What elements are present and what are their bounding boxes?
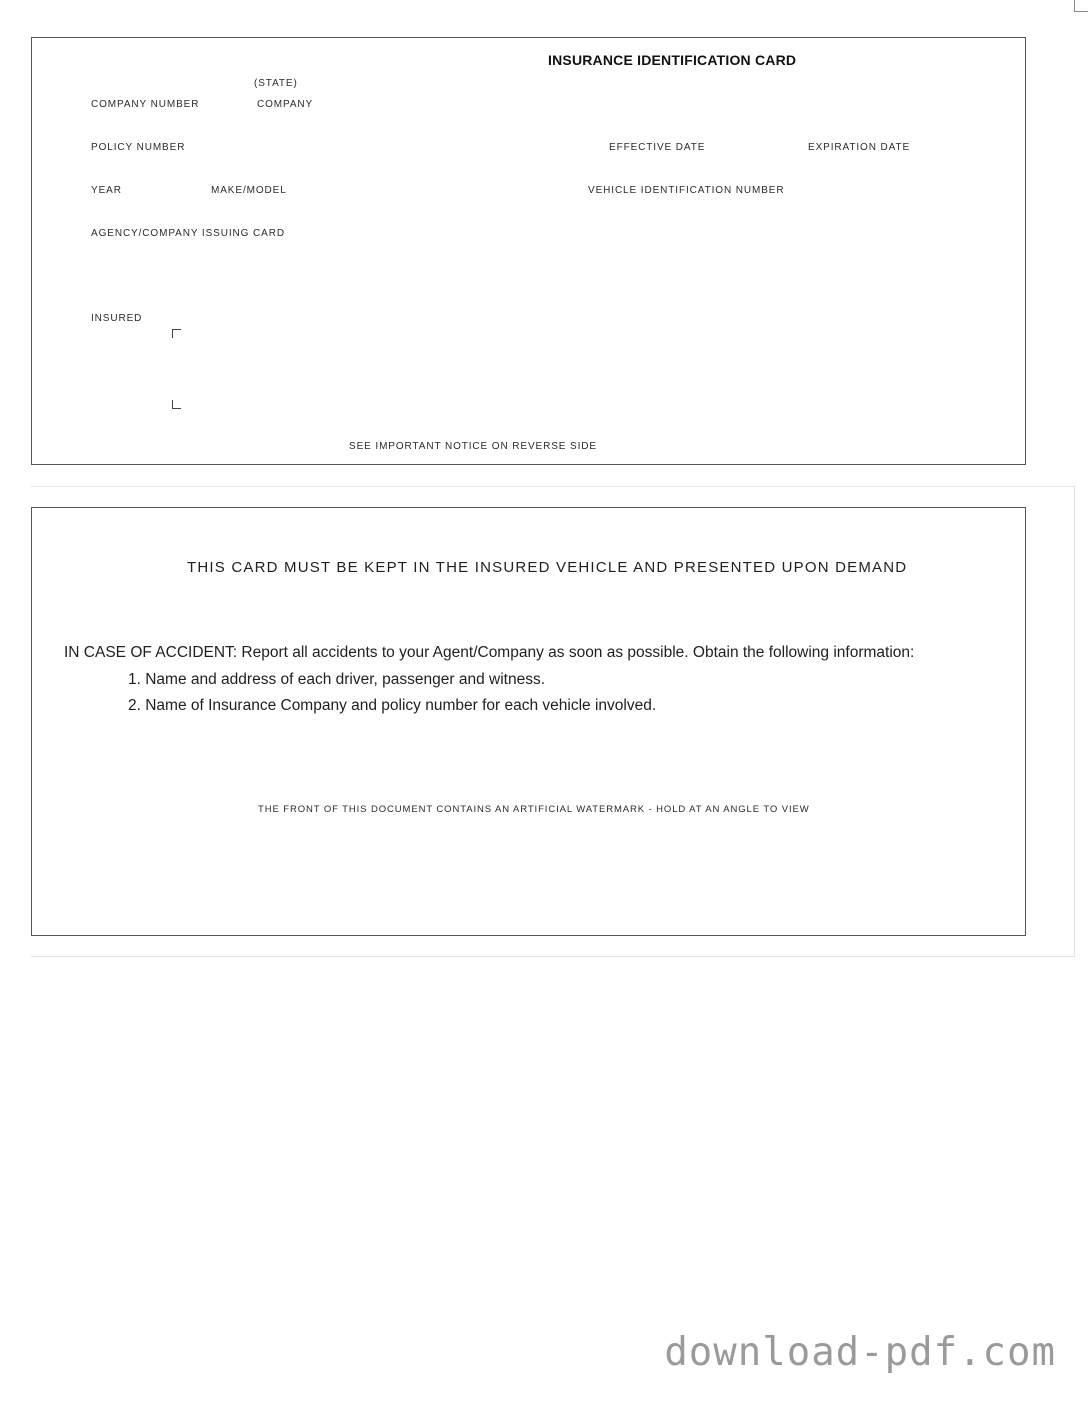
expiration-date-label: EXPIRATION DATE [808, 142, 911, 153]
watermark-notice: THE FRONT OF THIS DOCUMENT CONTAINS AN ARTIFICIAL WATERMARK - HOLD AT AN ANGLE TO VIEW [258, 804, 810, 815]
instruction-item: 2. Name of Insurance Company and policy number for each vehicle involved. [128, 697, 657, 714]
effective-date-label: EFFECTIVE DATE [609, 142, 706, 153]
insured-label: INSURED [91, 313, 143, 324]
site-watermark: download-pdf.com [664, 1330, 1056, 1375]
page-corner-mark [1074, 0, 1088, 12]
cut-line-top [31, 486, 1075, 487]
address-window-bottom-corner [172, 400, 181, 409]
state-label: (STATE) [254, 78, 298, 89]
address-window-top-corner [172, 329, 181, 338]
agency-label: AGENCY/COMPANY ISSUING CARD [91, 228, 285, 239]
accident-instructions: IN CASE OF ACCIDENT: Report all accidents to your Agent/Company as soon as possible. Obtain the following information: [64, 644, 915, 661]
reverse-notice: SEE IMPORTANT NOTICE ON REVERSE SIDE [349, 441, 597, 452]
cut-line-bottom [31, 956, 1075, 957]
cut-line-right [1074, 487, 1075, 957]
company-number-label: COMPANY NUMBER [91, 99, 200, 110]
insurance-card-back [31, 507, 1026, 936]
company-label: COMPANY [257, 99, 314, 110]
policy-number-label: POLICY NUMBER [91, 142, 186, 153]
insurance-card-front [31, 37, 1026, 465]
make-model-label: MAKE/MODEL [211, 185, 287, 196]
back-heading: THIS CARD MUST BE KEPT IN THE INSURED VEHICLE AND PRESENTED UPON DEMAND [187, 559, 908, 576]
vin-label: VEHICLE IDENTIFICATION NUMBER [588, 185, 785, 196]
instruction-item: 1. Name and address of each driver, passenger and witness. [128, 671, 546, 688]
card-title: INSURANCE IDENTIFICATION CARD [548, 52, 797, 68]
year-label: YEAR [91, 185, 122, 196]
